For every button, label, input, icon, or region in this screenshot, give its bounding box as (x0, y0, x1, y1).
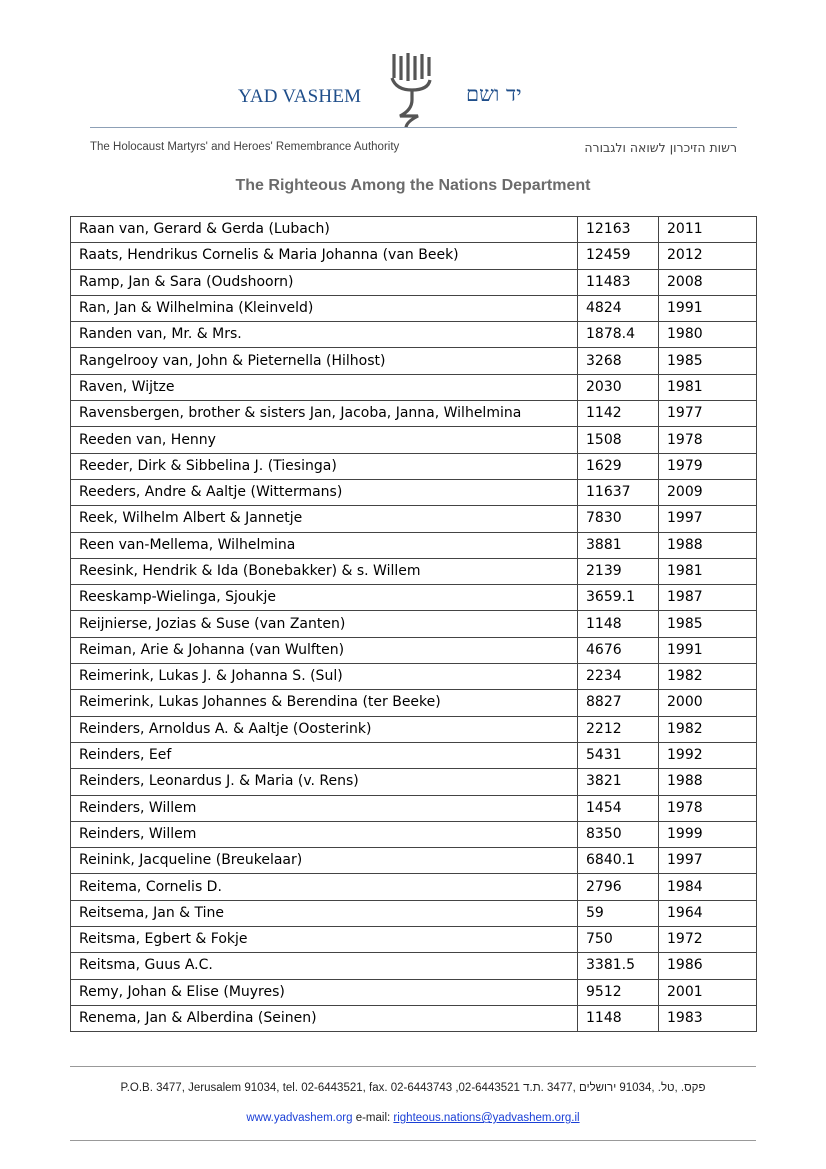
table-row (71, 217, 757, 243)
table-row (71, 979, 757, 1005)
table-row (71, 716, 757, 742)
table-row (71, 558, 757, 584)
table-row (71, 821, 757, 847)
record-name-cell: Reeskamp-Wielinga, Sjoukje (71, 585, 578, 611)
table-row (71, 295, 757, 321)
record-file-number-cell: 12459 (578, 243, 659, 269)
record-name-cell: Raan van, Gerard & Gerda (Lubach) (71, 217, 578, 243)
record-file-number-cell: 1878.4 (578, 322, 659, 348)
record-year-cell: 1980 (659, 322, 757, 348)
record-year-cell: 2009 (659, 479, 757, 505)
yad-vashem-logo-icon (388, 50, 438, 130)
record-file-number-cell: 3268 (578, 348, 659, 374)
footer-contact (0, 1112, 826, 1124)
record-year-cell: 1981 (659, 374, 757, 400)
org-name-en: YAD VASHEM (238, 86, 362, 107)
record-file-number-cell: 750 (578, 927, 659, 953)
record-file-number-cell: 3659.1 (578, 585, 659, 611)
record-year-cell: 1964 (659, 900, 757, 926)
record-name-cell: Reinink, Jacqueline (Breukelaar) (71, 848, 578, 874)
record-name-cell: Reeders, Andre & Aaltje (Wittermans) (71, 479, 578, 505)
record-file-number-cell: 2030 (578, 374, 659, 400)
table-row (71, 243, 757, 269)
footer-divider-bottom (70, 1140, 756, 1141)
footer-divider-top (70, 1066, 756, 1067)
record-name-cell: Raats, Hendrikus Cornelis & Maria Johanna (van Beek) (71, 243, 578, 269)
table-row (71, 611, 757, 637)
record-year-cell: 2011 (659, 217, 757, 243)
table-row (71, 690, 757, 716)
record-name-cell: Reimerink, Lukas J. & Johanna S. (Sul) (71, 664, 578, 690)
table-row (71, 1005, 757, 1031)
record-name-cell: Remy, Johan & Elise (Muyres) (71, 979, 578, 1005)
org-name-he: יד ושם (466, 82, 522, 106)
record-name-cell: Reinders, Arnoldus A. & Aaltje (Oosterink) (71, 716, 578, 742)
website-link[interactable]: www.yadvashem.org (246, 1112, 353, 1124)
record-name-cell: Reinders, Eef (71, 742, 578, 768)
record-year-cell: 1982 (659, 716, 757, 742)
records-body (71, 217, 757, 1032)
record-name-cell: Renema, Jan & Alberdina (Seinen) (71, 1005, 578, 1031)
record-file-number-cell: 3821 (578, 769, 659, 795)
record-year-cell: 1991 (659, 637, 757, 663)
record-name-cell: Reeder, Dirk & Sibbelina J. (Tiesinga) (71, 453, 578, 479)
record-year-cell: 1988 (659, 769, 757, 795)
record-file-number-cell: 1142 (578, 401, 659, 427)
record-name-cell: Reinders, Willem (71, 821, 578, 847)
record-name-cell: Randen van, Mr. & Mrs. (71, 322, 578, 348)
record-file-number-cell: 2212 (578, 716, 659, 742)
table-row (71, 795, 757, 821)
table-row (71, 479, 757, 505)
table-row (71, 348, 757, 374)
record-file-number-cell: 2234 (578, 664, 659, 690)
record-year-cell: 1992 (659, 742, 757, 768)
record-year-cell: 1983 (659, 1005, 757, 1031)
record-year-cell: 2012 (659, 243, 757, 269)
record-file-number-cell: 12163 (578, 217, 659, 243)
email-label: e-mail: (355, 1112, 391, 1124)
record-name-cell: Raven, Wijtze (71, 374, 578, 400)
record-file-number-cell: 59 (578, 900, 659, 926)
record-year-cell: 1981 (659, 558, 757, 584)
record-file-number-cell: 1148 (578, 611, 659, 637)
record-file-number-cell: 1629 (578, 453, 659, 479)
record-file-number-cell: 9512 (578, 979, 659, 1005)
record-year-cell: 1987 (659, 585, 757, 611)
record-file-number-cell: 1148 (578, 1005, 659, 1031)
table-row (71, 532, 757, 558)
record-year-cell: 1978 (659, 795, 757, 821)
table-row (71, 664, 757, 690)
table-row (71, 953, 757, 979)
record-name-cell: Rangelrooy van, John & Pieternella (Hilhost) (71, 348, 578, 374)
table-row (71, 637, 757, 663)
table-row (71, 506, 757, 532)
email-link[interactable]: righteous.nations@yadvashem.org.il (393, 1112, 580, 1124)
record-file-number-cell: 3381.5 (578, 953, 659, 979)
record-year-cell: 2001 (659, 979, 757, 1005)
record-year-cell: 1978 (659, 427, 757, 453)
record-name-cell: Ravensbergen, brother & sisters Jan, Jacoba, Janna, Wilhelmina (71, 401, 578, 427)
record-name-cell: Reek, Wilhelm Albert & Jannetje (71, 506, 578, 532)
header-divider (90, 127, 737, 128)
record-file-number-cell: 4676 (578, 637, 659, 663)
authority-name-he: רשות הזיכרון לשואה ולגבורה (584, 140, 737, 155)
record-name-cell: Reitsma, Egbert & Fokje (71, 927, 578, 953)
record-file-number-cell: 5431 (578, 742, 659, 768)
record-name-cell: Reinders, Leonardus J. & Maria (v. Rens) (71, 769, 578, 795)
record-year-cell: 1984 (659, 874, 757, 900)
righteous-records-table (70, 216, 757, 1032)
table-row (71, 848, 757, 874)
record-name-cell: Ran, Jan & Wilhelmina (Kleinveld) (71, 295, 578, 321)
record-file-number-cell: 11637 (578, 479, 659, 505)
table-row (71, 269, 757, 295)
record-name-cell: Reitsema, Jan & Tine (71, 900, 578, 926)
record-file-number-cell: 1508 (578, 427, 659, 453)
record-year-cell: 1999 (659, 821, 757, 847)
department-title: The Righteous Among the Nations Department (235, 177, 591, 194)
table-row (71, 874, 757, 900)
record-year-cell: 1977 (659, 401, 757, 427)
table-row (71, 585, 757, 611)
record-file-number-cell: 6840.1 (578, 848, 659, 874)
record-year-cell: 1997 (659, 506, 757, 532)
record-file-number-cell: 8350 (578, 821, 659, 847)
record-name-cell: Reiman, Arie & Johanna (van Wulften) (71, 637, 578, 663)
record-file-number-cell: 11483 (578, 269, 659, 295)
letterhead (0, 0, 826, 170)
footer-address: P.O.B. 3477, Jerusalem 91034, tel. 02-6443521, fax. 02-6443743 ,02-6443521 פקס. ,טל. ,91034 ירושלים ,3477 .ת.ד (120, 1082, 706, 1094)
record-file-number-cell: 2139 (578, 558, 659, 584)
table-row (71, 769, 757, 795)
table-row (71, 374, 757, 400)
authority-name-en: The Holocaust Martyrs' and Heroes' Remembrance Authority (90, 141, 400, 153)
record-year-cell: 1991 (659, 295, 757, 321)
table-row (71, 401, 757, 427)
table-row (71, 742, 757, 768)
record-name-cell: Reeden van, Henny (71, 427, 578, 453)
record-year-cell: 1985 (659, 348, 757, 374)
table-row (71, 322, 757, 348)
record-year-cell: 2000 (659, 690, 757, 716)
table-row (71, 900, 757, 926)
record-file-number-cell: 4824 (578, 295, 659, 321)
record-name-cell: Reitema, Cornelis D. (71, 874, 578, 900)
record-file-number-cell: 1454 (578, 795, 659, 821)
record-name-cell: Reesink, Hendrik & Ida (Bonebakker) & s. Willem (71, 558, 578, 584)
record-year-cell: 1979 (659, 453, 757, 479)
record-year-cell: 1972 (659, 927, 757, 953)
table-row (71, 427, 757, 453)
table-row (71, 453, 757, 479)
record-name-cell: Reimerink, Lukas Johannes & Berendina (ter Beeke) (71, 690, 578, 716)
record-year-cell: 1997 (659, 848, 757, 874)
record-year-cell: 1982 (659, 664, 757, 690)
record-file-number-cell: 3881 (578, 532, 659, 558)
table-row (71, 927, 757, 953)
record-name-cell: Reijnierse, Jozias & Suse (van Zanten) (71, 611, 578, 637)
record-file-number-cell: 2796 (578, 874, 659, 900)
record-file-number-cell: 7830 (578, 506, 659, 532)
record-name-cell: Reinders, Willem (71, 795, 578, 821)
record-name-cell: Ramp, Jan & Sara (Oudshoorn) (71, 269, 578, 295)
record-name-cell: Reitsma, Guus A.C. (71, 953, 578, 979)
record-year-cell: 2008 (659, 269, 757, 295)
record-file-number-cell: 8827 (578, 690, 659, 716)
record-year-cell: 1985 (659, 611, 757, 637)
record-year-cell: 1988 (659, 532, 757, 558)
record-name-cell: Reen van-Mellema, Wilhelmina (71, 532, 578, 558)
record-year-cell: 1986 (659, 953, 757, 979)
